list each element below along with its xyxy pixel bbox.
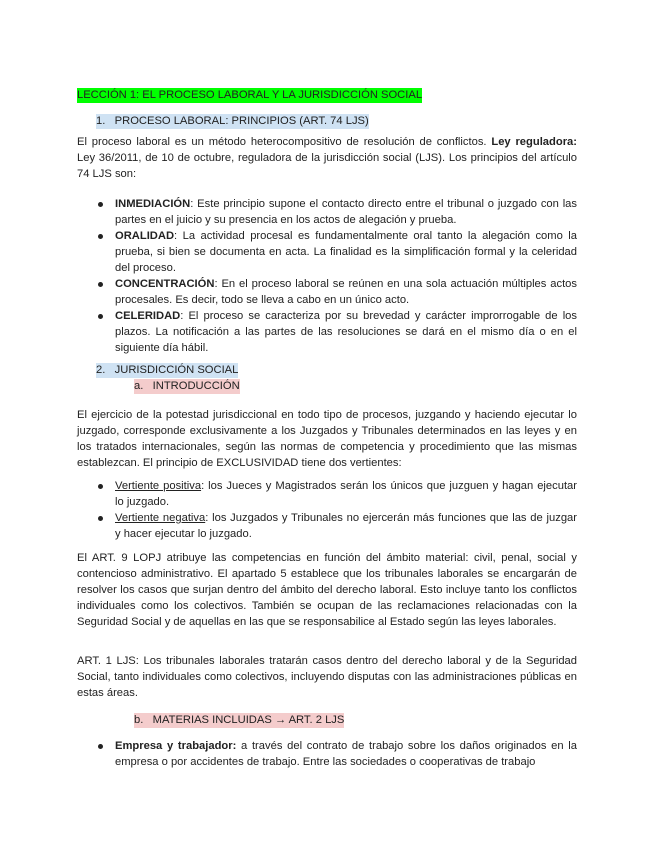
- jurisdiccion-paragraph-3: ART. 1 LJS: Los tribunales laborales tratarán casos dentro del derecho laboral y de la Seguridad Social, tanto individuales como colectivos, incluyendo disputas con las administraciones públicas en estas áreas.: [77, 655, 577, 699]
- bullet-icon: [98, 202, 103, 207]
- section-1-intro: El proceso laboral es un método heterocompositivo de resolución de conflictos. Ley reguladora: Ley 36/2011, de 10 de octubre, reguladora de la jurisdicción social (LJS). Los principios del artículo 74 LJS son:: [77, 136, 577, 180]
- materias-list: [77, 738, 577, 770]
- bullet-icon: [98, 484, 103, 489]
- subsection-a-heading: a. INTRODUCCIÓN: [134, 380, 240, 392]
- bullet-icon: [98, 314, 103, 319]
- list-item: INMEDIACIÓN: Este principio supone el contacto directo entre el tribunal o juzgado con las partes en el juicio y su presencia en los actos de alegación y prueba.: [77, 196, 577, 228]
- bullet-icon: [98, 744, 103, 749]
- list-item: Vertiente negativa: los Juzgados y Tribunales no ejercerán más funciones que las de juzgar y hacer ejecutar lo juzgado.: [77, 510, 577, 542]
- list-item: CONCENTRACIÓN: En el proceso laboral se reúnen en una sola actuación múltiples actos procesales. Es decir, todo se lleva a cabo en un único acto.: [77, 276, 577, 308]
- bullet-icon: [98, 282, 103, 287]
- list-item: CELERIDAD: El proceso se caracteriza por su brevedad y carácter improrrogable de los plazos. La notificación a las partes de las resoluciones se dará en el mismo día o en el siguiente día hábil.: [77, 308, 577, 356]
- lesson-title: LECCIÓN 1: EL PROCESO LABORAL Y LA JURISDICCIÓN SOCIAL: [77, 89, 423, 101]
- list-item: Empresa y trabajador: a través del contrato de trabajo sobre los daños originados en la empresa o por accidentes de trabajo. Entre las sociedades o cooperativas de trabajo: [77, 738, 577, 770]
- jurisdiccion-paragraph-1: El ejercicio de la potestad jurisdiccional en todo tipo de procesos, juzgando y haciendo ejecutar lo juzgado, corresponde exclusivamente a los Juzgados y Tribunales determinados en las leyes y en los tratados internacionales, según las normas de competencia y procedimiento que las mismas establezcan. El principio de EXCLUSIVIDAD tiene dos vertientes:: [77, 409, 577, 469]
- list-item: ORALIDAD: La actividad procesal es fundamentalmente oral tanto la alegación como la prueba, si bien se documenta en acta. La finalidad es la simplificación formal y la celeridad del proceso.: [77, 228, 577, 276]
- bullet-icon: [98, 234, 103, 239]
- section-1-heading: 1. PROCESO LABORAL: PRINCIPIOS (ART. 74 LJS): [96, 115, 369, 127]
- vertientes-list: [77, 478, 577, 542]
- subsection-b-heading: b. MATERIAS INCLUIDAS → ART. 2 LJS: [134, 714, 345, 726]
- list-item: Vertiente positiva: los Jueces y Magistrados serán los únicos que juzguen y hagan ejecutar lo juzgado.: [77, 478, 577, 510]
- jurisdiccion-paragraph-2: El ART. 9 LOPJ atribuye las competencias en función del ámbito material: civil, penal, social y contencioso administrativo. El apartado 5 establece que los tribunales laborales se encargarán de resolver los casos que surjan dentro del ámbito del derecho laboral. Esto incluye tanto los conflictos individuales como los colectivos. También se ocupan de las reclamaciones relacionadas con la Seguridad Social y de aquellas en las que se responsabilice al Estado según las leyes laborales.: [77, 552, 577, 628]
- section-2-heading: 2. JURISDICCIÓN SOCIAL: [96, 364, 239, 376]
- bullet-icon: [98, 516, 103, 521]
- principles-list: [77, 196, 577, 356]
